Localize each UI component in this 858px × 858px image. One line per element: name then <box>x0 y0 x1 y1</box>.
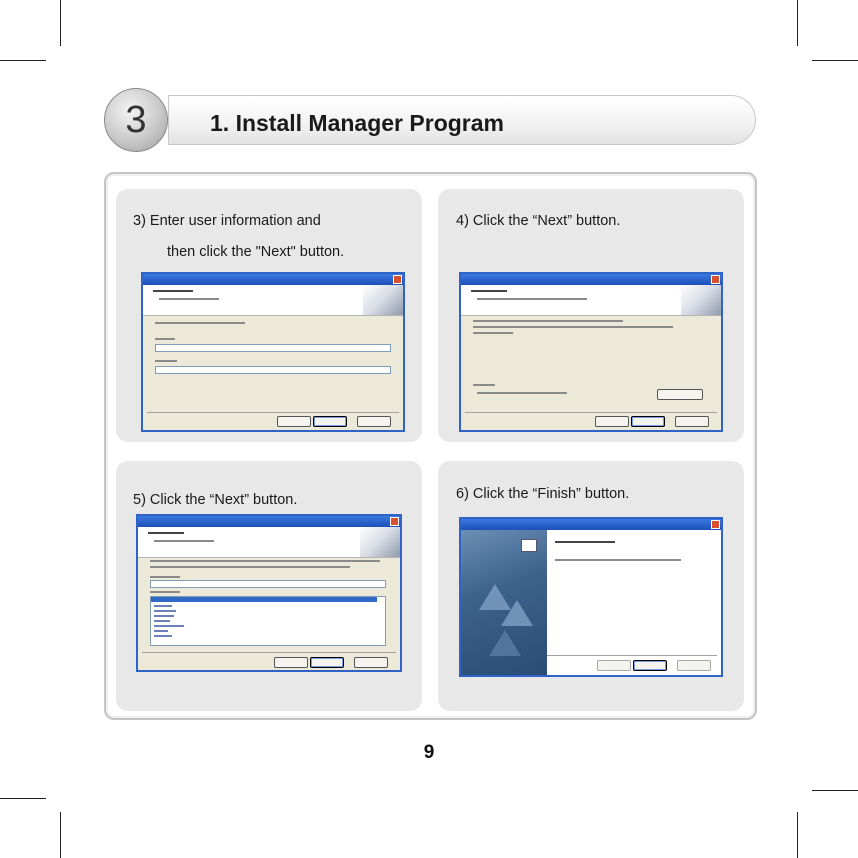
dialog-titlebar <box>461 519 721 530</box>
close-icon <box>711 275 720 284</box>
page-curl-graphic <box>360 527 400 557</box>
crop-mark <box>797 0 798 46</box>
next-button <box>313 416 347 427</box>
section-number-badge: 3 <box>104 88 168 152</box>
next-button <box>310 657 344 668</box>
name-field <box>155 344 391 352</box>
text-line <box>154 630 168 632</box>
step-3-text-line1: 3) Enter user information and <box>133 213 321 229</box>
crop-mark <box>812 60 858 61</box>
step-3-text-line2: then click the "Next" button. <box>167 244 345 260</box>
crop-mark <box>0 798 46 799</box>
text-line <box>153 290 193 292</box>
page-curl-graphic <box>363 285 403 315</box>
text-line <box>473 326 673 328</box>
company-field <box>155 366 391 374</box>
crop-mark <box>60 0 61 46</box>
close-icon <box>711 520 720 529</box>
program-folder-dialog-screenshot <box>136 514 402 672</box>
crop-mark <box>812 790 858 791</box>
close-icon <box>390 517 399 526</box>
step-6-text: 6) Click the “Finish” button. <box>456 486 630 502</box>
text-line <box>154 625 184 627</box>
section-title: 1. Install Manager Program <box>210 110 504 136</box>
text-line <box>150 560 380 562</box>
text-line <box>154 610 176 612</box>
back-button <box>597 660 631 671</box>
text-line <box>150 566 350 568</box>
text-line <box>154 620 170 622</box>
text-line <box>148 532 184 534</box>
back-button <box>277 416 311 427</box>
crop-mark <box>0 60 46 61</box>
user-info-dialog-screenshot <box>141 272 405 432</box>
text-line <box>473 332 513 334</box>
crop-mark <box>797 812 798 858</box>
text-line <box>473 384 495 386</box>
step-5-text: 5) Click the “Next” button. <box>133 492 298 508</box>
text-line <box>155 322 245 324</box>
text-line <box>150 591 180 593</box>
program-folder-field <box>150 580 386 588</box>
text-line <box>555 559 681 561</box>
selected-list-item <box>151 597 377 602</box>
page-number: 9 <box>423 742 435 763</box>
cancel-button <box>354 657 388 668</box>
text-line <box>155 360 177 362</box>
text-line <box>154 540 214 542</box>
change-button <box>657 389 703 400</box>
dialog-titlebar <box>143 274 403 285</box>
dialog-titlebar <box>461 274 721 285</box>
text-line <box>477 392 567 394</box>
text-line <box>159 298 219 300</box>
dialog-titlebar <box>138 516 400 527</box>
wizard-icon <box>521 539 537 552</box>
cancel-button <box>677 660 711 671</box>
text-line <box>555 541 615 543</box>
separator <box>465 412 717 413</box>
close-icon <box>393 275 402 284</box>
text-line <box>154 635 172 637</box>
separator <box>547 655 717 656</box>
step-4-text: 4) Click the “Next” button. <box>456 213 621 229</box>
back-button <box>595 416 629 427</box>
text-line <box>154 615 174 617</box>
existing-folders-list <box>150 596 386 646</box>
finish-dialog-screenshot <box>459 517 723 677</box>
back-button <box>274 657 308 668</box>
text-line <box>154 605 172 607</box>
next-button <box>631 416 665 427</box>
text-line <box>477 298 587 300</box>
finish-button <box>633 660 667 671</box>
separator <box>147 412 399 413</box>
cancel-button <box>675 416 709 427</box>
text-line <box>473 320 623 322</box>
cancel-button <box>357 416 391 427</box>
page-curl-graphic <box>681 285 721 315</box>
text-line <box>150 576 180 578</box>
destination-folder-dialog-screenshot <box>459 272 723 432</box>
crop-mark <box>60 812 61 858</box>
text-line <box>155 338 175 340</box>
separator <box>142 652 396 653</box>
text-line <box>471 290 507 292</box>
